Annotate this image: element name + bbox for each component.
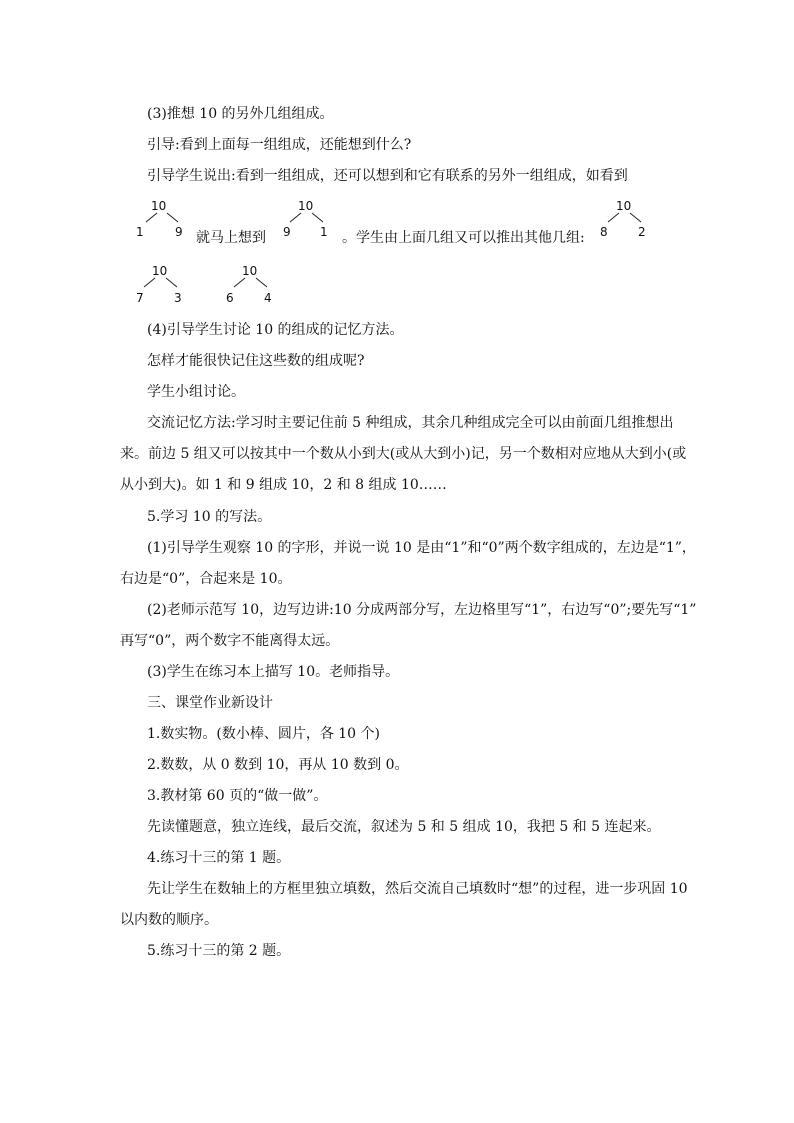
tree-total: 10 [616,199,632,213]
section-heading: 5.学习 10 的写法。 [147,509,272,525]
tree-left-part: 6 [226,291,234,305]
number-composition-tree [136,198,196,238]
paragraph-line: 5.练习十三的第 2 题。 [147,943,291,959]
paragraph-line: 3.教材第 60 页的“做一做”。 [147,788,328,804]
paragraph-line: 2.数数，从 0 数到 10，再从 10 数到 0。 [147,757,409,773]
tree-left-part: 9 [283,225,291,239]
number-composition-tree [136,263,196,303]
paragraph-line: 右边是“0”，合起来是 10。 [120,571,292,587]
paragraph-line: 交流记忆方法:学习时主要记住前 5 种组成，其余几种组成完全可以由前面几组推想出 [147,415,674,431]
paragraph-line: 1.数实物。(数小棒、圆片，各 10 个) [147,726,380,742]
paragraph-line: (3)学生在练习本上描写 10。老师指导。 [147,664,400,680]
paragraph-line: 怎样才能很快记住这些数的组成呢? [147,353,365,369]
paragraph-line: (1)引导学生观察 10 的字形，并说一说 10 是由“1”和“0”两个数字组成的，左边是“1”， [147,540,696,556]
section-heading: 三、课堂作业新设计 [147,695,273,711]
paragraph-line: 引导:看到上面每一组组成，还能想到什么? [147,137,412,153]
paragraph-line: (3)推想 10 的另外几组组成。 [147,106,334,122]
paragraph-line: 以内数的顺序。 [120,912,218,928]
tree-right-part: 9 [175,225,183,239]
tree-total: 10 [151,199,167,213]
tree-total: 10 [298,199,314,213]
tree-right-part: 4 [264,291,272,305]
tree-left-part: 1 [136,225,144,239]
paragraph-line: 再写“0”，两个数字不能离得太远。 [120,633,340,649]
paragraph-line: 先读懂题意，独立连线，最后交流，叙述为 5 和 5 组成 10，我把 5 和 5 连起来。 [147,819,661,835]
tree-right-part: 1 [320,225,328,239]
paragraph-line: 学生小组讨论。 [147,384,245,400]
inline-text: 就马上想到 [196,230,266,246]
tree-right-part: 2 [638,225,646,239]
tree-total: 10 [242,264,258,278]
tree-total: 10 [152,264,168,278]
number-composition-tree [283,198,343,238]
tree-right-part: 3 [174,291,182,305]
paragraph-line: 4.练习十三的第 1 题。 [147,850,291,866]
number-composition-tree [600,198,660,238]
paragraph-line: (2)老师示范写 10，边写边讲:10 分成两部分写，左边格里写“1”，右边写“0”;要先写“1” [147,602,697,618]
tree-left-part: 8 [600,225,608,239]
tree-left-part: 7 [136,291,144,305]
number-composition-tree [226,263,286,303]
inline-text: 。学生由上面几组又可以推出其他几组: [342,230,585,246]
paragraph-line: (4)引导学生讨论 10 的组成的记忆方法。 [147,322,404,338]
paragraph-line: 从小到大)。如 1 和 9 组成 10，2 和 8 组成 10…… [120,477,447,493]
paragraph-line: 引导学生说出:看到一组组成，还可以想到和它有联系的另外一组组成，如看到 [147,168,628,184]
paragraph-line: 来。前边 5 组又可以按其中一个数从小到大(或从大到小)记，另一个数相对应地从大到小(或 [120,446,687,462]
paragraph-line: 先让学生在数轴上的方框里独立填数，然后交流自己填数时“想”的过程，进一步巩固 10 [147,881,688,897]
